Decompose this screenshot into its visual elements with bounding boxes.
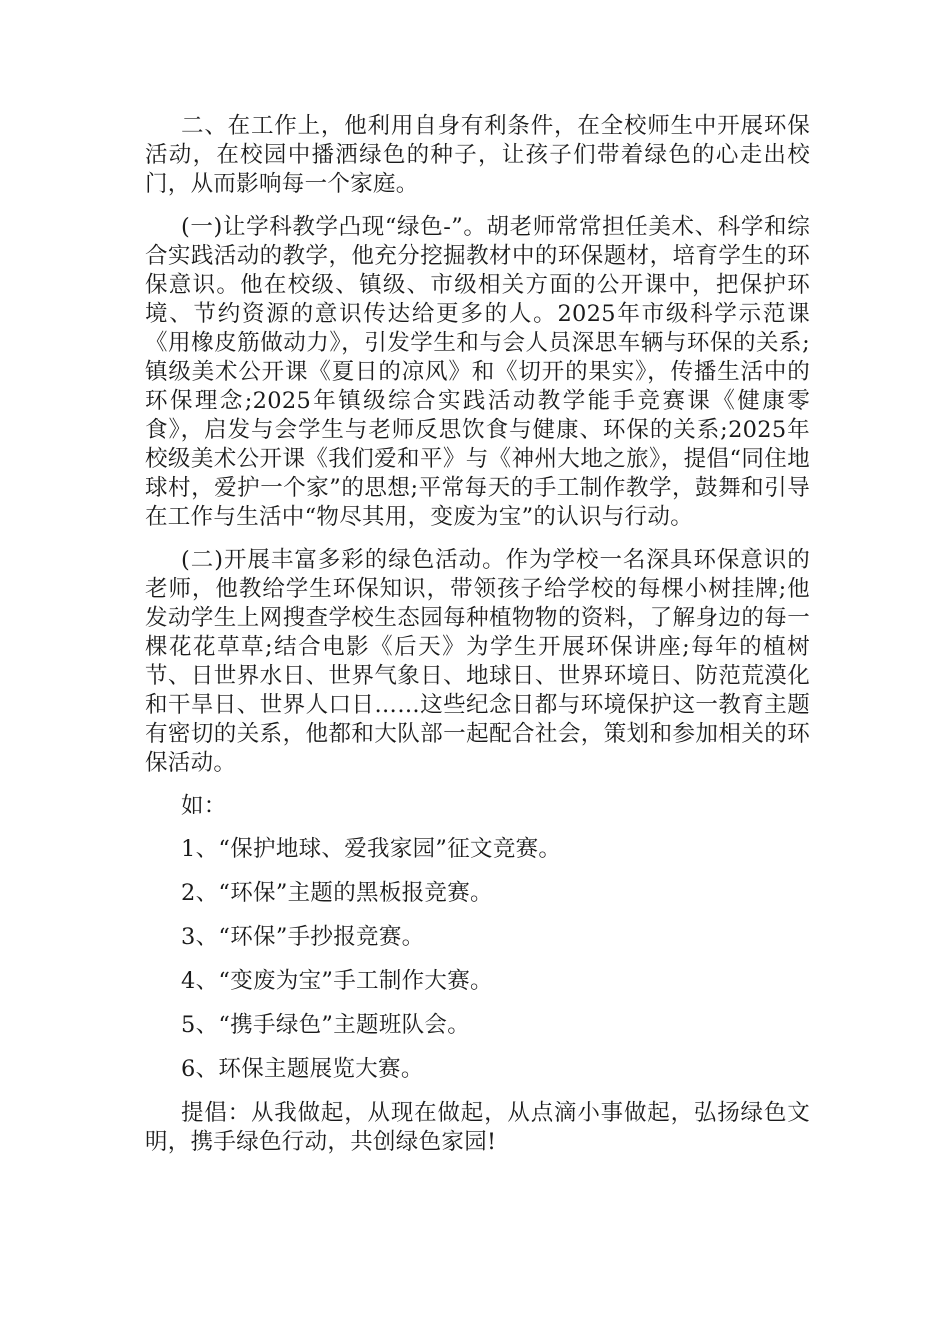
paragraph-examples-intro: 如： <box>181 793 227 819</box>
list-item: 1、“保护地球、爱我家园”征文竞赛。 <box>181 836 562 862</box>
paragraph-green-teaching: (一)让学科教学凸现“绿色-”。胡老师常常担任美术、科学和综合实践活动的教学，他充分挖掘教材中的环保题材，培育学生的环保意识。他在校级、镇级、市级相关方面的公开课中，把保护环境、节约资源的意识传达给更多的人。2025年市级科学示范课《用橡皮筋做动力》，引发学生和与会人员深思车辆与环保的关系;镇级美术公开课《夏日的凉风》和《切开的果实》，传播生活中的环保理念;2025年镇级综合实践活动教学能手竞赛课《健康零食》，启发与会学生与老师反思饮食与健康、环保的关系;2025年校级美术公开课《我们爱和平》与《神州大地之旅》，提倡“同住地球村，爱护一个家”的思想;平常每天的手工制作教学，鼓舞和引导在工作与生活中“物尽其用，变废为宝”的认识与行动。 <box>145 214 810 530</box>
paragraph-green-activities: (二)开展丰富多彩的绿色活动。作为学校一名深具环保意识的老师，他教给学生环保知识，带领孩子给学校的每棵小树挂牌;他发动学生上网搜查学校生态园每种植物物的资料，了解身边的每一棵花花草草;结合电影《后天》为学生开展环保讲座;每年的植树节、日世界水日、世界气象日、地球日、世界环境日、防范荒漠化和干旱日、世界人口日……这些纪念日都与环境保护这一教育主题有密切的关系，他都和大队部一起配合社会，策划和参加相关的环保活动。 <box>145 547 810 776</box>
paragraph-work-intro: 二、在工作上，他利用自身有利条件，在全校师生中开展环保活动，在校园中播洒绿色的种子，让孩子们带着绿色的心走出校门，从而影响每一个家庭。 <box>145 113 810 197</box>
list-item: 2、“环保”主题的黑板报竞赛。 <box>181 880 493 906</box>
paragraph-closing: 提倡：从我做起，从现在做起，从点滴小事做起，弘扬绿色文明，携手绿色行动，共创绿色家园! <box>145 1100 810 1155</box>
list-item: 6、环保主题展览大赛。 <box>181 1056 424 1082</box>
list-item: 4、“变废为宝”手工制作大赛。 <box>181 968 493 994</box>
list-item: 5、“携手绿色”主题班队会。 <box>181 1012 471 1038</box>
document-body <box>145 112 810 1171</box>
list-item: 3、“环保”手抄报竞赛。 <box>181 924 425 950</box>
